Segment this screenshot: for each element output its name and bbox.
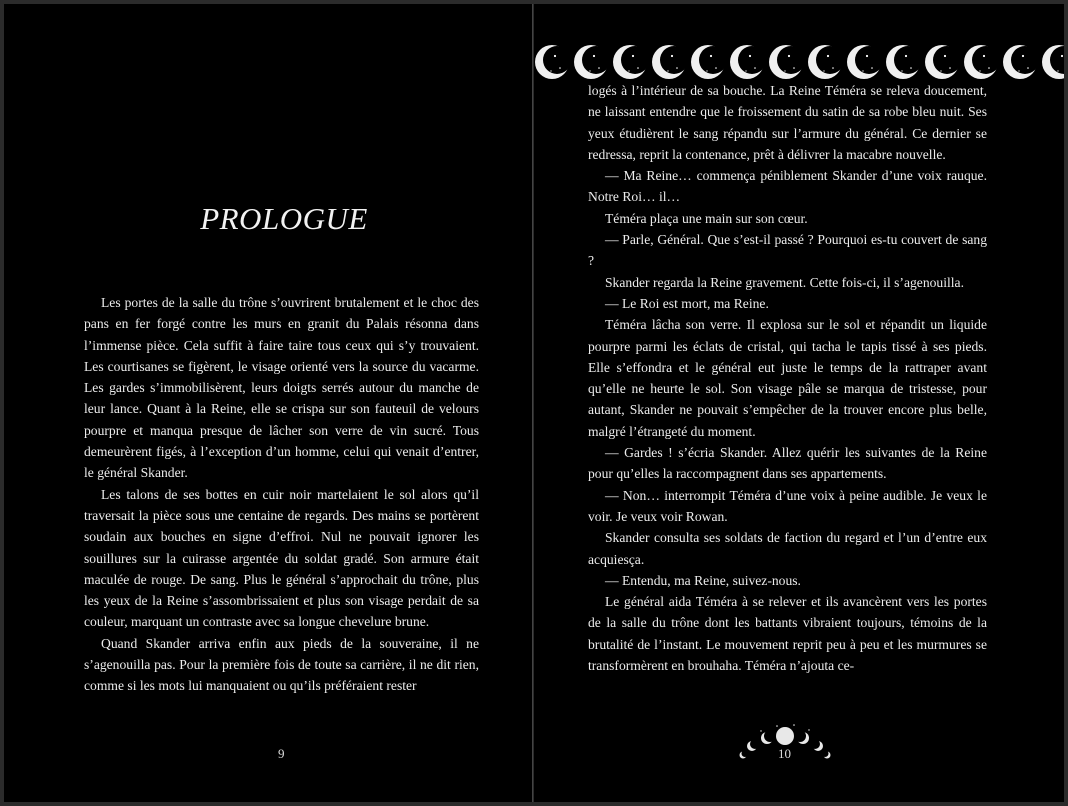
paragraph: — Gardes ! s’écria Skander. Allez quérir les suivantes de la Reine pour qu’elles la raccompagnent dans ses appartements. [588, 445, 987, 482]
moon-phases-band-icon [534, 40, 1064, 84]
paragraph: Les talons de ses bottes en cuir noir martelaient le sol alors qu’il traversait la pièce sous une centaine de regards. Des mains se portèrent soudain aux bouches en signe d’effroi. Nul ne pouvait ignorer les souillures sur la cuirasse argentée du soldat gradé. Son armure était maculée de rouge. De sang. Plus le général s’approchait du trône, plus les yeux de la Reine s’assombrissaient et plus son visage perdait de sa couleur, marquant un contraste avec sa longue chevelure brune. [84, 486, 479, 630]
paragraph: Téméra plaça une main sur son cœur. [605, 210, 808, 226]
left-page [4, 4, 533, 802]
right-page [534, 4, 1064, 802]
page-number: 9 [278, 746, 285, 761]
paragraph: — Le Roi est mort, ma Reine. [605, 295, 769, 311]
paragraph: — Non… interrompit Téméra d’une voix à peine audible. Je veux le voir. Je veux voir Rowan. [588, 487, 987, 524]
right-page-body [588, 80, 987, 676]
paragraph: Quand Skander arriva enfin aux pieds de la souveraine, il ne s’agenouilla pas. Pour la première fois de toute sa carrière, il ne dit rien, comme si les mots lui manquaient ou qu’ils préféraient rester [84, 635, 479, 694]
paragraph: Les portes de la salle du trône s’ouvrirent brutalement et le choc des pans en fer forgé contre les murs en granit du Palais résonna dans l’immense pièce. Cela suffit à faire taire tous ceux qui s’y trouvaient. Les courtisanes se figèrent, le visage orienté vers la source du vacarme. Les gardes s’immobilisèrent, leurs doigts serrés autour du manche de leur lance. Quant à la Reine, elle se crispa sur son fauteuil de velours pourpre et manqua presque de lâcher son verre de vin sucré. Tous demeurèrent figés, à l’exception d’un homme, celui qui venait d’entrer, le général Skander. [84, 295, 479, 481]
paragraph: logés à l’intérieur de sa bouche. La Reine Téméra se releva doucement, ne laissant entendre que le froissement du satin de sa robe bleu nuit. Ses yeux étudièrent le sang répandu sur l’armure du général. Ce dernier se redressa, reprit la contenance, prêt à délivrer la macabre nouvelle. [588, 83, 987, 162]
book-spread [4, 4, 1064, 802]
left-page-body [84, 292, 479, 697]
paragraph: Téméra lâcha son verre. Il explosa sur le sol et répandit un liquide pourpre parmi les éclats de cristal, qui tacha le tapis tissé à ses pieds. Elle s’effondra et le général eut juste le temps de la rattraper avant qu’elle ne heurte le sol. Son visage pâle se marqua de tristesse, pour autant, Skander ne pouvait s’empêcher de la trouver encore plus belle, malgré l’étrangeté du moment. [588, 317, 987, 439]
paragraph: — Entendu, ma Reine, suivez-nous. [605, 572, 801, 588]
paragraph: Skander consulta ses soldats de faction du regard et l’un d’entre eux acquiesça. [588, 530, 987, 567]
paragraph: Le général aida Téméra à se relever et ils avancèrent vers les portes de la salle du trône dont les battants vibraient toujours, témoins de la brutalité de l’instant. Le mouvement reprit peu à peu et les murmures se transformèrent en brouhaha. Téméra n’ajouta ce- [588, 594, 987, 674]
page-number: 10 [778, 746, 791, 761]
paragraph: Skander regarda la Reine gravement. Cette fois-ci, il s’agenouilla. [605, 274, 964, 290]
chapter-title: PROLOGUE [200, 201, 368, 236]
paragraph: — Parle, Général. Que s’est-il passé ? Pourquoi es-tu couvert de sang ? [588, 232, 987, 269]
paragraph: — Ma Reine… commença péniblement Skander d’une voix rauque. Notre Roi… il… [588, 168, 987, 205]
